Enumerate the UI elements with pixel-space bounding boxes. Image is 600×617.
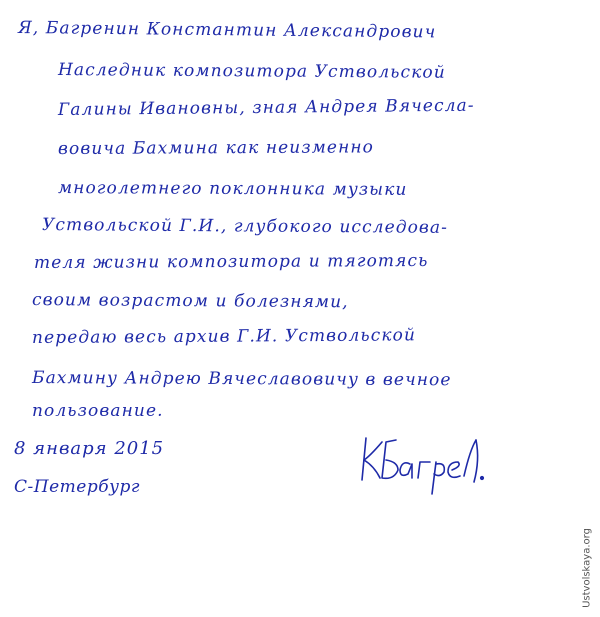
letter-line: Я, Багренин Константин Александрович: [17, 18, 437, 43]
letter-line: передаю весь архив Г.И. Уствольской: [31, 325, 417, 348]
letter-line: вовича Бахмина как неизменно: [57, 137, 375, 159]
letter-line: Уствольской Г.И., глубокого исследова-: [41, 215, 449, 238]
letter-line: Бахмину Андрею Вячеславовичу в вечное: [31, 368, 452, 391]
letter-city: С-Петербург: [14, 477, 140, 497]
letter-line: своим возрастом и болезнями,: [31, 290, 349, 313]
letter-date: 8 января 2015: [14, 438, 165, 459]
letter-line: теля жизни композитора и тяготясь: [33, 250, 429, 273]
watermark-text: Ustvolskaya.org: [581, 527, 593, 608]
letter-line: Галины Ивановны, зная Андрея Вячесла-: [57, 95, 475, 120]
letter-line: пользование.: [32, 401, 164, 421]
letter-line: многолетнего поклонника музыки: [57, 178, 408, 200]
letter-line: Наследник композитора Уствольской: [57, 60, 446, 83]
site-watermark: [578, 520, 596, 615]
handwritten-signature: [352, 420, 492, 500]
